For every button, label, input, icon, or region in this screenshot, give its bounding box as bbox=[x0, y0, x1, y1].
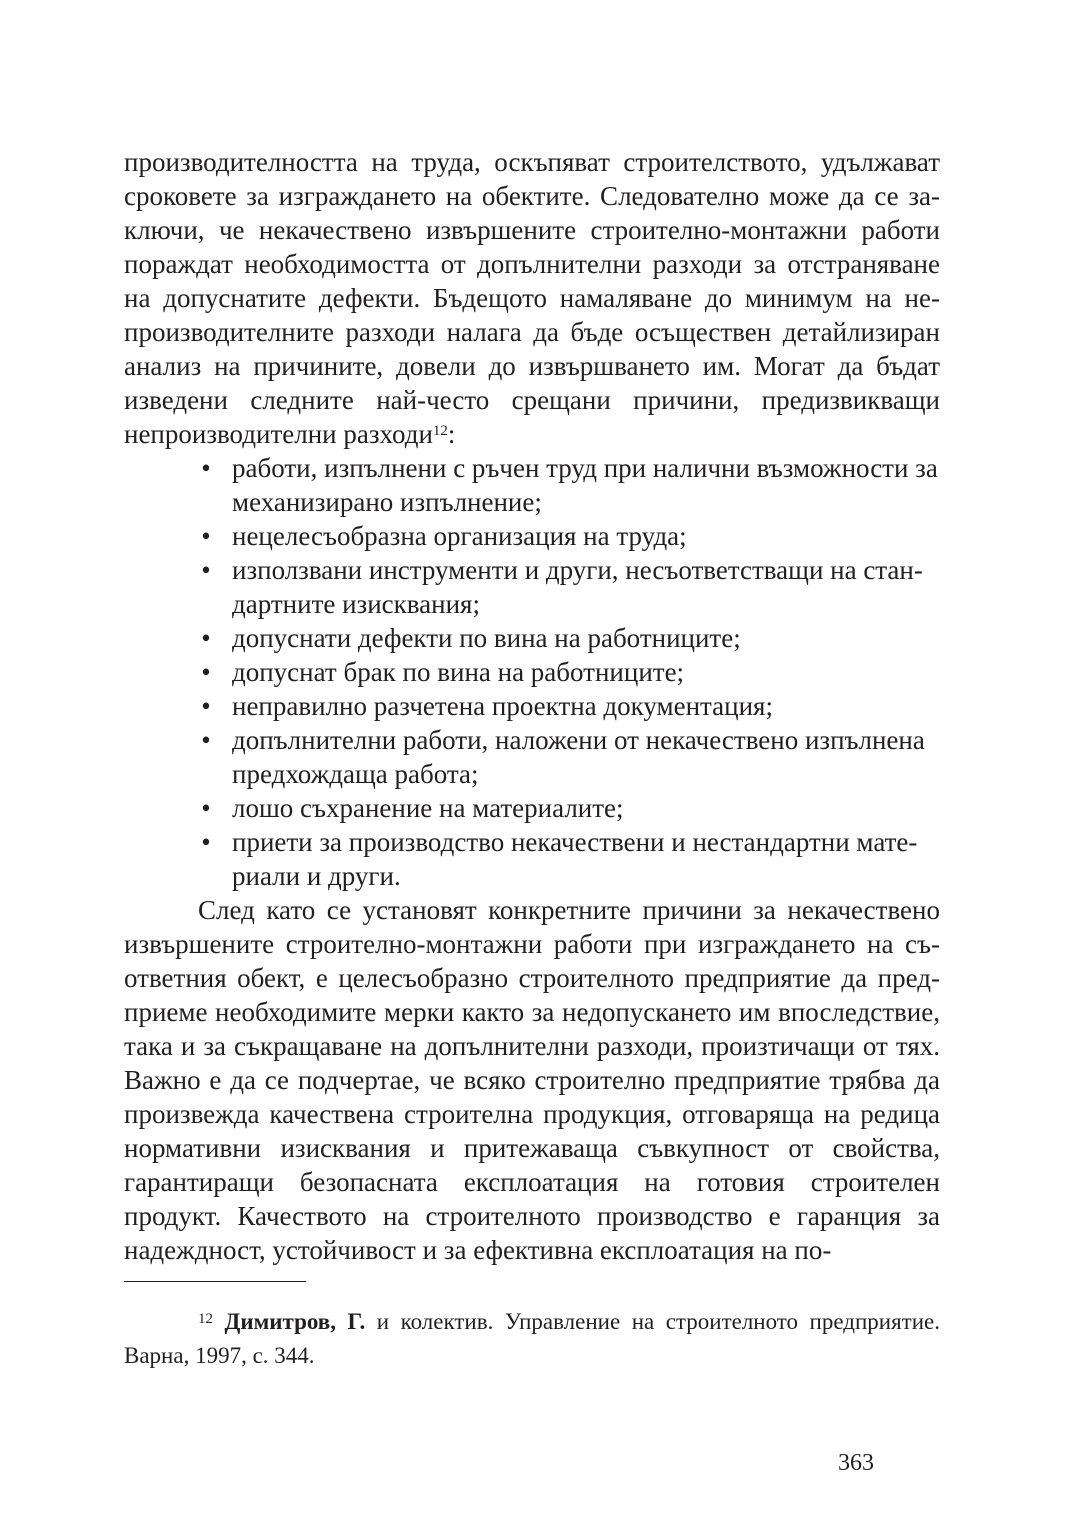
bullet-icon: • bbox=[201, 521, 211, 551]
footnote-number: 12 bbox=[198, 1311, 213, 1327]
list-item bbox=[196, 553, 940, 621]
bullet-icon: • bbox=[201, 555, 211, 585]
paragraph-2 bbox=[124, 893, 940, 1267]
list-item bbox=[196, 689, 940, 723]
bullet-icon: • bbox=[201, 691, 211, 721]
list-item-text: нецелесъобразна организация на труда; bbox=[232, 521, 687, 551]
body-text bbox=[124, 145, 940, 1267]
footnote-author: Димитров, Г. bbox=[224, 1309, 366, 1334]
list-item bbox=[196, 655, 940, 689]
list-item bbox=[196, 825, 940, 893]
paragraph-2-text: След като се установят конкретните причини за некачествено извършените строително-монтажни работи при изграждането на съответния обект, е целесъобразно строителното предприятие да предприеме необходимите мерки както за недопускането им впоследствие, така и за съкращаване на допълнителни разходи, произтичащи от тях. Важно е да се подчертае, че всяко строително предприятие трябва да произвежда качествена строителна продукция, отговаряща на редица нормативни изисквания и притежаваща съвкупност от свойства, гарантиращи безопасната експлоатация на готовия строителен продукт. Качеството на строителното производство е гаранция за надеждност, устойчивост и за ефективна експлоатация на по- bbox=[124, 895, 940, 1265]
bullet-icon: • bbox=[201, 793, 211, 823]
paragraph-1 bbox=[124, 145, 940, 451]
footnote-divider bbox=[124, 1281, 306, 1282]
list-item bbox=[196, 451, 940, 519]
footnote bbox=[124, 1305, 940, 1373]
list-item bbox=[196, 621, 940, 655]
list-item bbox=[196, 791, 940, 825]
list-item-text: допуснат брак по вина на работниците; bbox=[232, 657, 685, 687]
bullet-icon: • bbox=[201, 453, 211, 483]
paragraph-1-tail: : bbox=[447, 419, 456, 449]
paragraph-1-text: производителността на труда, оскъпяват строителството, удължават сроковете за изграждането на обектите. Следователно може да се заключи, че некачествено извършените строително-монтажни работи пораждат необходимостта от допълнителни разходи за отстраняване на допуснатите дефекти. Бъдещото намаляване до минимум на непроизводителните разходи налага да бъде осъществен детайлизиран анализ на причините, довели до извършването им. Могат да бъдат изведени следните най-често срещани причини, предизвикващи непроизводителни разходи bbox=[124, 147, 940, 449]
list-item bbox=[196, 723, 940, 791]
footnote-text: и колектив. Управление на строителното предприятие. Варна, 1997, с. 344. bbox=[124, 1309, 940, 1368]
list-item-text: използвани инструменти и други, несъответстващи на стандартните изисквания; bbox=[232, 555, 923, 619]
page-number: 363 bbox=[838, 1450, 874, 1476]
bullet-icon: • bbox=[201, 623, 211, 653]
footnote-reference: 12 bbox=[432, 423, 448, 439]
list-item-text: работи, изпълнени с ръчен труд при налични възможности за механизирано изпълнение; bbox=[232, 453, 938, 517]
bullet-list bbox=[124, 451, 940, 893]
list-item-text: лошо съхранение на материалите; bbox=[232, 793, 624, 823]
list-item-text: неправилно разчетена проектна документация; bbox=[232, 691, 773, 721]
list-item-text: допуснати дефекти по вина на работниците; bbox=[232, 623, 741, 653]
list-item-text: допълнителни работи, наложени от некачествено изпълнена предхождаща работа; bbox=[232, 725, 925, 789]
list-item-text: приети за производство некачествени и нестандартни материали и други. bbox=[232, 827, 918, 891]
bullet-icon: • bbox=[201, 725, 211, 755]
bullet-icon: • bbox=[201, 827, 211, 857]
bullet-icon: • bbox=[201, 657, 211, 687]
list-item bbox=[196, 519, 940, 553]
